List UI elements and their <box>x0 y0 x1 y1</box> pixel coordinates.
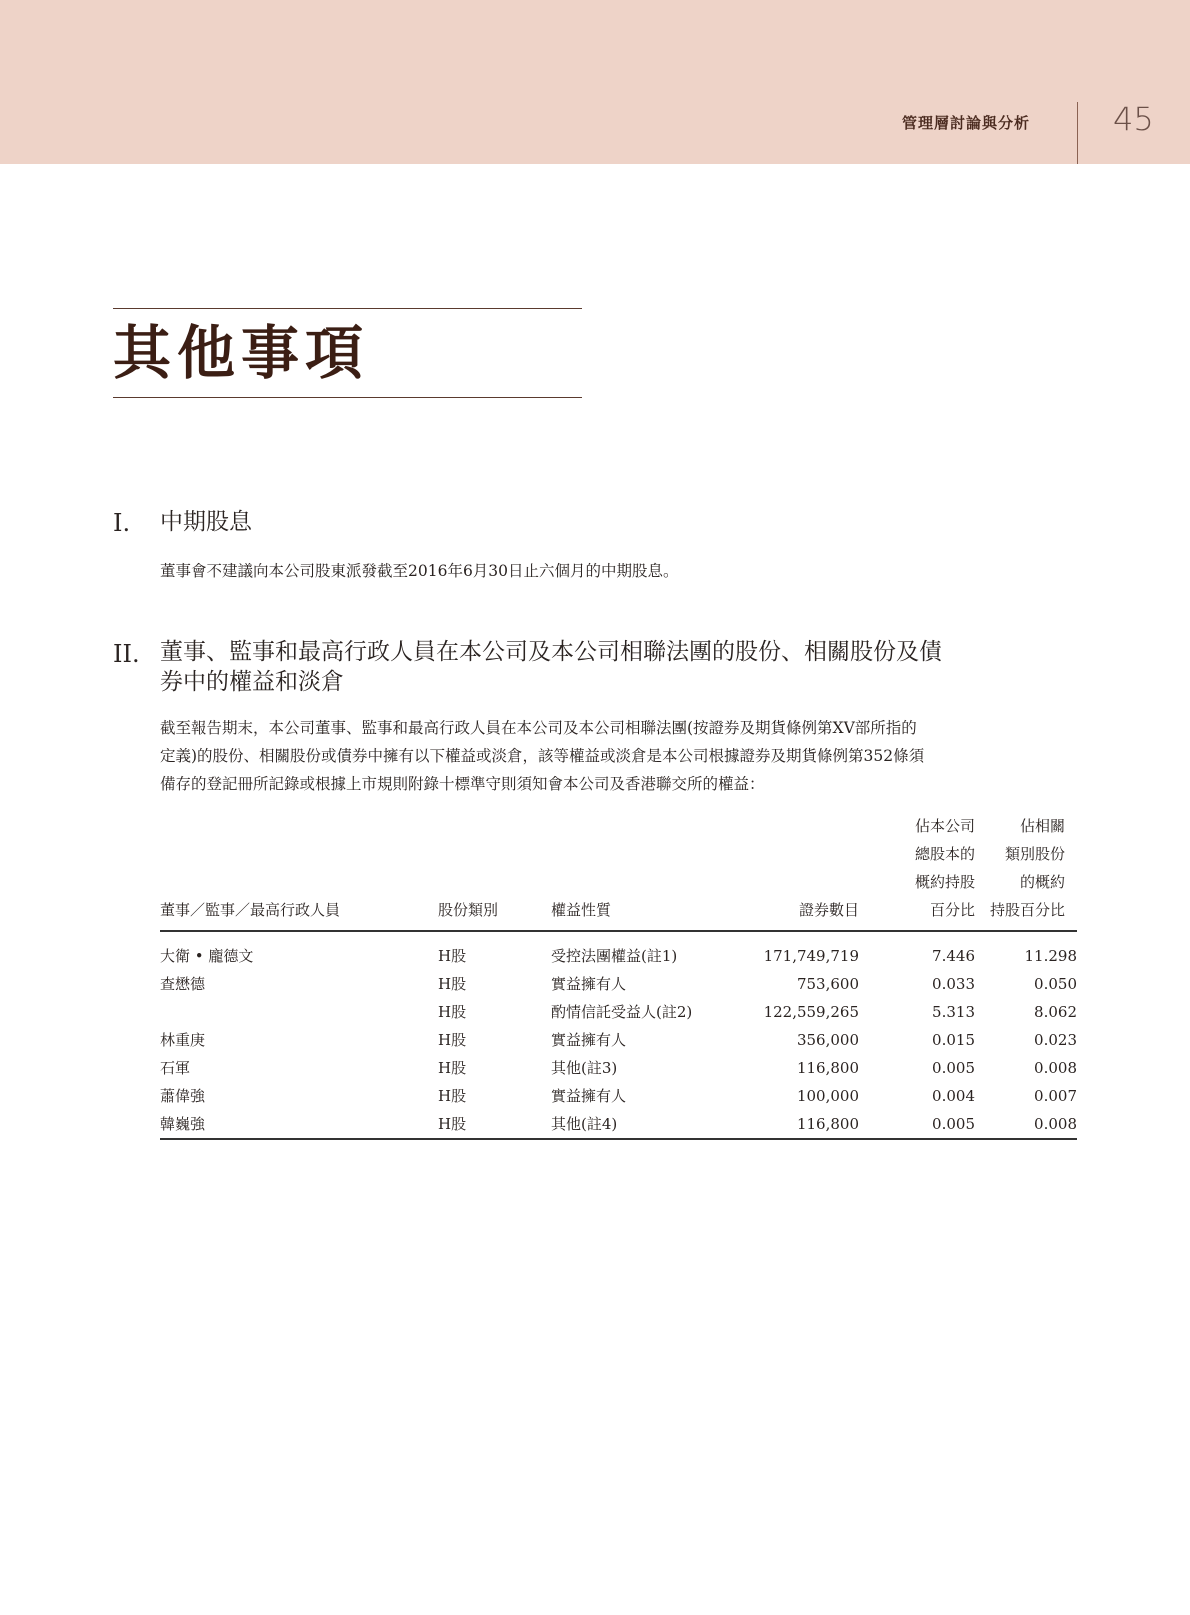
header-pct-class-line-2: 類別股份 <box>1004 845 1065 863</box>
section-2-body-line-1: 截至報告期末，本公司董事、監事和最高行政人員在本公司及本公司相聯法團(按證券及期貨條例第XV部所指的 <box>160 719 917 737</box>
header-securities: 證券數目 <box>798 901 859 919</box>
page-title: 其他事項 <box>113 319 370 387</box>
cell-nature: 其他(註3) <box>551 1059 618 1077</box>
table-row <box>160 998 1077 1026</box>
cell-name: 查懋德 <box>160 975 206 993</box>
section-2-title-line-2: 券中的權益和淡倉 <box>160 669 344 695</box>
cell-share-class: H股 <box>438 1059 467 1077</box>
section-1-title: 中期股息 <box>160 509 252 535</box>
cell-securities: 356,000 <box>796 1031 859 1049</box>
header-pct-class-line-3: 的概約 <box>1019 873 1065 891</box>
title-rule-top <box>113 308 582 309</box>
header-divider <box>1077 102 1078 164</box>
cell-name: 大衛 • 龐德文 <box>160 947 254 965</box>
cell-pct-total: 7.446 <box>932 947 975 965</box>
table-row <box>160 931 1077 970</box>
section-2-body <box>160 714 1078 798</box>
cell-pct-class: 0.050 <box>1034 975 1077 993</box>
table-header-row <box>160 812 1077 931</box>
cell-nature: 受控法團權益(註1) <box>551 947 678 965</box>
cell-pct-total: 0.033 <box>932 975 975 993</box>
cell-nature: 實益擁有人 <box>551 975 627 993</box>
cell-pct-class: 0.023 <box>1034 1031 1077 1049</box>
header-section-title: 管理層討論與分析 <box>901 114 1030 132</box>
cell-pct-total: 0.015 <box>932 1031 975 1049</box>
holdings-table <box>160 812 1077 1140</box>
cell-pct-class: 0.007 <box>1034 1087 1077 1105</box>
section-2-title <box>160 637 1080 697</box>
cell-securities: 100,000 <box>796 1087 859 1105</box>
cell-share-class: H股 <box>438 1003 467 1021</box>
section-1-body: 董事會不建議向本公司股東派發截至2016年6月30日止六個月的中期股息。 <box>160 562 679 580</box>
cell-nature: 實益擁有人 <box>551 1031 627 1049</box>
cell-pct-total: 0.004 <box>932 1087 975 1105</box>
cell-share-class: H股 <box>438 1031 467 1049</box>
section-2-title-line-1: 董事、監事和最高行政人員在本公司及本公司相聯法團的股份、相關股份及債 <box>160 639 942 665</box>
header-pct-class-line-4: 持股百分比 <box>989 901 1065 919</box>
header-band <box>0 0 1190 164</box>
header-name: 董事／監事／最高行政人員 <box>160 901 341 919</box>
cell-share-class: H股 <box>438 1115 467 1133</box>
cell-securities: 753,600 <box>796 975 859 993</box>
cell-pct-class: 8.062 <box>1034 1003 1077 1021</box>
cell-pct-class: 0.008 <box>1034 1059 1077 1077</box>
cell-name: 林重庚 <box>160 1031 206 1049</box>
cell-nature: 實益擁有人 <box>551 1087 627 1105</box>
cell-name: 韓巍強 <box>160 1115 206 1133</box>
header-pct-total <box>871 812 987 931</box>
cell-pct-total: 5.313 <box>932 1003 975 1021</box>
cell-pct-total: 0.005 <box>932 1059 975 1077</box>
table-row <box>160 1054 1077 1082</box>
cell-name: 石軍 <box>160 1059 191 1077</box>
header-pct-total-line-4: 百分比 <box>929 901 975 919</box>
cell-share-class: H股 <box>438 947 467 965</box>
table-row <box>160 1026 1077 1054</box>
title-rule-bottom <box>113 397 582 398</box>
cell-name: 蕭偉強 <box>160 1087 206 1105</box>
cell-name <box>160 998 438 1026</box>
cell-share-class: H股 <box>438 1087 467 1105</box>
cell-securities: 122,559,265 <box>763 1003 859 1021</box>
header-pct-total-line-1: 佔本公司 <box>914 817 975 835</box>
cell-pct-total: 0.005 <box>932 1115 975 1133</box>
table-row <box>160 1082 1077 1110</box>
section-2-body-line-2: 定義)的股份、相關股份或債券中擁有以下權益或淡倉，該等權益或淡倉是本公司根據證券及期貨條例第352條須 <box>160 747 925 765</box>
cell-pct-class: 0.008 <box>1034 1115 1077 1133</box>
header-pct-total-line-2: 總股本的 <box>914 845 975 863</box>
table-row <box>160 970 1077 998</box>
cell-nature: 其他(註4) <box>551 1115 618 1133</box>
section-2-body-line-3: 備存的登記冊所記錄或根據上市規則附錄十標準守則須知會本公司及香港聯交所的權益： <box>160 775 765 793</box>
header-share-class: 股份類別 <box>438 901 499 919</box>
table-row <box>160 1110 1077 1139</box>
section-1-number: I. <box>113 509 131 537</box>
header-pct-class-line-1: 佔相關 <box>1019 817 1065 835</box>
cell-pct-class: 11.298 <box>1024 947 1077 965</box>
cell-securities: 116,800 <box>796 1059 859 1077</box>
cell-nature: 酌情信託受益人(註2) <box>551 1003 693 1021</box>
section-2-number: II. <box>113 640 140 668</box>
cell-share-class: H股 <box>438 975 467 993</box>
header-pct-class <box>987 812 1077 931</box>
header-pct-total-line-3: 概約持股 <box>914 873 975 891</box>
header-nature: 權益性質 <box>551 901 612 919</box>
page-number: 45 <box>1113 100 1154 138</box>
cell-securities: 116,800 <box>796 1115 859 1133</box>
cell-securities: 171,749,719 <box>763 947 859 965</box>
